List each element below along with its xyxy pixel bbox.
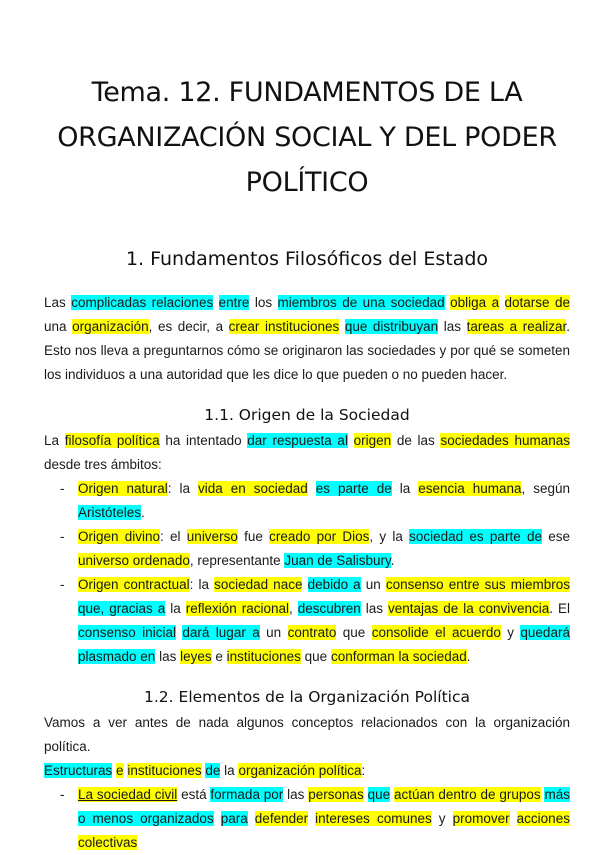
highlighted-phrase: sociedades humanas — [440, 433, 570, 448]
highlighted-phrase: de — [205, 763, 221, 778]
highlighted-phrase: tareas a realizar — [466, 319, 567, 334]
highlighted-phrase: origen — [353, 433, 392, 448]
highlighted-phrase: leyes — [180, 649, 212, 664]
highlighted-phrase: Juan de Salisbury — [284, 553, 391, 568]
highlighted-phrase: obliga a — [450, 295, 500, 310]
highlighted-phrase: descubren — [297, 601, 361, 616]
highlighted-phrase: quedará plasmado en — [78, 625, 570, 664]
section-heading-1-1: 1.1. Origen de la Sociedad — [204, 406, 410, 424]
highlighted-phrase: intereses comunes — [315, 811, 432, 826]
list-item-origen-divino: - Origen divino: el universo fue creado por Dios, y la sociedad es parte de ese universo ordenado, representante Juan de Salisbury. — [78, 525, 570, 573]
highlighted-phrase: organización — [72, 319, 149, 334]
section-heading-1-2: 1.2. Elementos de la Organización Política — [144, 688, 470, 706]
highlighted-phrase: que, gracias a — [78, 601, 166, 616]
highlighted-phrase: sociedad nace — [214, 577, 303, 592]
highlighted-phrase: contrato — [287, 625, 337, 640]
highlighted-phrase: vida en sociedad — [197, 481, 308, 496]
highlighted-phrase: que — [367, 787, 391, 802]
highlighted-phrase: crear instituciones — [228, 319, 340, 334]
highlighted-phrase: defender — [254, 811, 309, 826]
highlighted-phrase: Estructuras — [44, 763, 113, 778]
title-line-3: POLÍTICO — [245, 167, 369, 198]
highlighted-phrase: es parte de — [315, 481, 392, 496]
highlighted-phrase: filosofía política — [64, 433, 160, 448]
highlighted-phrase: dotarse de — [504, 295, 570, 310]
highlighted-phrase: e — [116, 763, 124, 778]
highlighted-phrase: actúan dentro de grupos — [394, 787, 541, 802]
highlighted-phrase: más o menos organizados — [78, 787, 570, 826]
highlighted-phrase: sociedad es parte de — [409, 529, 542, 544]
section-heading-1: 1. Fundamentos Filosóficos del Estado — [125, 248, 489, 270]
highlighted-phrase: instituciones — [226, 649, 301, 664]
highlighted-phrase: entre — [218, 295, 250, 310]
highlighted-phrase: universo ordenado — [78, 553, 190, 568]
section-1-paragraph: Las complicadas relaciones entre los miembros de una sociedad obliga a dotarse de una organización, es decir, a crear instituciones que distribuyan las tareas a realizar. Esto nos lleva a preguntarnos cómo se originaron las sociedades y por qué se someten los individuos a una autoridad que les dice lo que pueden o no pueden hacer. — [44, 295, 570, 382]
highlighted-phrase: ventajas de la convivencia — [387, 601, 550, 616]
section-1-1-intro: La filosofía política ha intentado dar respuesta al origen de las sociedades humanas desde tres ámbitos: — [44, 433, 570, 472]
title-line-2: ORGANIZACIÓN SOCIAL Y DEL PODER — [57, 122, 557, 153]
highlighted-phrase: miembros de una sociedad — [277, 295, 445, 310]
title-line-1: Tema. 12. FUNDAMENTOS DE LA — [91, 77, 523, 108]
highlighted-phrase: consenso inicial — [78, 625, 176, 640]
highlighted-phrase: La sociedad civil — [78, 787, 178, 802]
highlighted-phrase: universo — [186, 529, 238, 544]
highlighted-phrase: consenso entre sus miembros — [385, 577, 570, 592]
list-item-sociedad-civil: - La sociedad civil está formada por las personas que actúan dentro de grupos más o menos organizados para defender intereses comunes y promover acciones colectivas — [78, 783, 570, 855]
page-title — [44, 0, 570, 205]
highlighted-phrase: Aristóteles — [78, 505, 142, 520]
highlighted-phrase: que distribuyan — [344, 319, 439, 334]
highlighted-phrase: Origen natural — [78, 481, 168, 496]
highlighted-phrase: instituciones — [127, 763, 202, 778]
highlighted-phrase: formada por — [210, 787, 284, 802]
highlighted-phrase: conforman la sociedad — [330, 649, 467, 664]
highlighted-phrase: para — [220, 811, 248, 826]
highlighted-phrase: dará lugar a — [182, 625, 260, 640]
section-1-2-structures-line: Estructuras e instituciones de la organización política: — [44, 763, 366, 778]
elements-list — [44, 783, 570, 855]
highlighted-phrase: consolide el acuerdo — [371, 625, 501, 640]
highlighted-phrase: debido a — [307, 577, 361, 592]
highlighted-phrase: promover — [452, 811, 510, 826]
highlighted-phrase: Origen divino — [78, 529, 161, 544]
highlighted-phrase: acciones colectivas — [78, 811, 570, 850]
highlighted-phrase: esencia humana — [418, 481, 522, 496]
highlighted-phrase: creado por Dios — [269, 529, 370, 544]
highlighted-phrase: organización política — [238, 763, 362, 778]
list-item-origen-natural: - Origen natural: la vida en sociedad es parte de la esencia humana, según Aristóteles. — [78, 477, 570, 525]
highlighted-phrase: Origen contractual — [78, 577, 190, 592]
origin-list — [44, 477, 570, 669]
highlighted-phrase: personas — [308, 787, 364, 802]
highlighted-phrase: complicadas relaciones — [71, 295, 214, 310]
list-item-origen-contractual: - Origen contractual: la sociedad nace debido a un consenso entre sus miembros que, gracias a la reflexión racional, descubren las ventajas de la convivencia. El consenso inicial dará lugar a un contrato que consolide el acuerdo y quedará plasmado en las leyes e instituciones que conforman la sociedad. — [78, 573, 570, 669]
section-1-2-intro: Vamos a ver antes de nada algunos conceptos relacionados con la organización política. — [44, 715, 570, 754]
highlighted-phrase: reflexión racional — [185, 601, 289, 616]
highlighted-phrase: dar respuesta al — [247, 433, 348, 448]
